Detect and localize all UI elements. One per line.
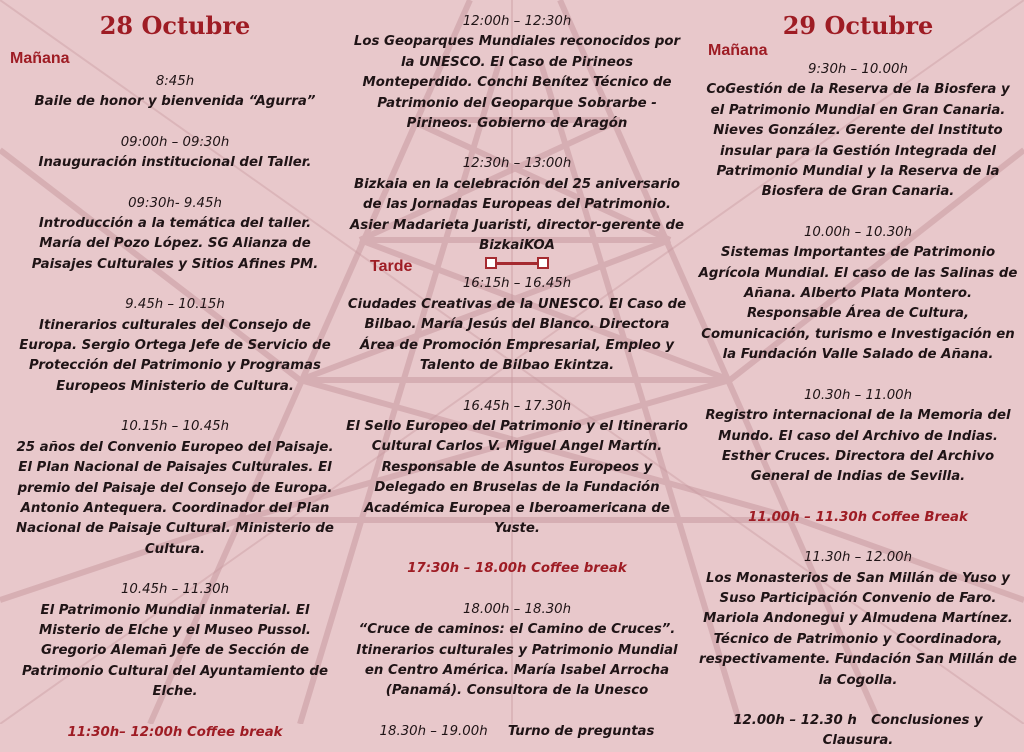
- schedule-item: [698, 711, 1018, 752]
- schedule-item: [10, 194, 340, 276]
- item-time: 16:15h – 16.45h: [462, 276, 572, 292]
- item-description: Conclusiones y Clausura.: [822, 712, 983, 749]
- day-one-afternoon-column: [346, 0, 688, 742]
- item-description: Los Monasterios de San Millán de Yuso y Suso Participación Convenio de Faro. Mariola Andonegui y Almudena Martínez. Técnico de Patrimonio y Coordinadora, respectivamente. Fundación San Millán de la Cogolla.: [699, 570, 1017, 688]
- item-time: 9:30h – 10.00h: [808, 62, 908, 77]
- schedule-item: [346, 274, 688, 376]
- item-time: 12:30h – 13:00h: [462, 156, 572, 172]
- item-time: 10.45h – 11.30h: [120, 582, 230, 598]
- day-one-morning-column: [10, 0, 340, 743]
- item-time: 10.15h – 10.45h: [120, 419, 230, 435]
- item-time: 10.00h – 10.30h: [803, 224, 913, 240]
- section-label: Mañana: [10, 50, 70, 67]
- section-label: Tarde: [370, 258, 413, 276]
- item-description: Registro internacional de la Memoria del Mundo. El caso del Archivo de Indias. Esther Cruces. Directora del Archivo General de Indias de Sevilla.: [705, 408, 1011, 485]
- item-time: 18.00h – 18.30h: [462, 601, 572, 617]
- schedule-item: [346, 722, 688, 742]
- schedule-item: [346, 154, 688, 256]
- item-time: 09:30h- 9.45h: [128, 195, 222, 211]
- divider-ornament: [485, 256, 549, 270]
- schedule-item: [698, 223, 1018, 366]
- item-time: 12:00h – 12:30h: [462, 14, 572, 29]
- schedule-item: [346, 12, 688, 134]
- section-label: Mañana: [708, 42, 768, 59]
- item-time: 18.30h – 19.00h: [379, 723, 488, 739]
- schedule-item: [10, 72, 340, 113]
- schedule-item: [10, 580, 340, 702]
- item-description: 25 años del Convenio Europeo del Paisaje. El Plan Nacional de Paisajes Culturales. El premio del Paisaje del Consejo de Europa. Antonio Antequera. Coordinador del Plan Nacional de Paisaje Cultural. Ministerio de Cultura.: [16, 439, 334, 557]
- schedule-item: [698, 548, 1018, 691]
- schedule-item: [698, 386, 1018, 488]
- schedule-item: [10, 417, 340, 560]
- day-heading: 28 Octubre: [99, 11, 251, 40]
- item-time: 09:00h – 09:30h: [120, 134, 230, 150]
- item-description: Ciudades Creativas de la UNESCO. El Caso de Bilbao. María Jesús del Blanco. Directora Área de Promoción Empresarial, Empleo y Talento de Bilbao Ekintza.: [347, 296, 687, 374]
- item-description: Turno de preguntas: [507, 723, 655, 739]
- coffee-break: 11.00h – 11.30h Coffee Break: [748, 509, 968, 525]
- item-time: 11.30h – 12.00h: [803, 550, 913, 566]
- schedule-item: [346, 600, 688, 702]
- day-heading: 29 Octubre: [782, 11, 934, 40]
- schedule-item: [10, 295, 340, 397]
- item-description: Inauguración institucional del Taller.: [38, 155, 312, 171]
- schedule-item: [698, 60, 1018, 203]
- item-description: “Cruce de caminos: el Camino de Cruces”. Itinerarios culturales y Patrimonio Mundial en Centro América. María Isabel Arrocha (Panamá). Consultora de la Unesco: [356, 622, 678, 699]
- day-two-column: [698, 0, 1018, 752]
- schedule-item: [10, 133, 340, 174]
- item-description: Bizkaia en la celebración del 25 aniversario de las Jornadas Europeas del Patrimonio. Asier Madarieta Juaristi, director-gerente de BizkaiKOA: [350, 176, 684, 254]
- item-description: Sistemas Importantes de Patrimonio Agrícola Mundial. El caso de las Salinas de Añana. Alberto Plata Montero. Responsable Área de Cultura, Comunicación, turismo e Investigación en la Fundación Valle Salado de Añana.: [698, 245, 1018, 363]
- item-description: Baile de honor y bienvenida “Agurra”: [34, 94, 316, 110]
- coffee-break: 17:30h – 18.00h Coffee break: [407, 561, 627, 577]
- item-description: Los Geoparques Mundiales reconocidos por la UNESCO. El Caso de Pirineos Monteperdido. Conchi Benítez Técnico de Patrimonio del Geoparque Sobrarbe -Pirineos. Gobierno de Aragón: [353, 34, 681, 132]
- item-time: 12.00h – 12.30 h: [733, 712, 857, 728]
- item-time: 9.45h – 10.15h: [125, 297, 225, 313]
- item-time: 8:45h: [155, 74, 195, 89]
- coffee-break: 11:30h– 12:00h Coffee break: [67, 724, 283, 740]
- item-description: CoGestión de la Reserva de la Biosfera y el Patrimonio Mundial en Gran Canaria. Nieves González. Gerente del Instituto insular para la Gestión Integrada del Patrimonio Mundial y la Reserva de la Biosfera de Gran Canaria.: [706, 82, 1010, 200]
- item-description: El Patrimonio Mundial inmaterial. El Misterio de Elche y el Museo Pussol. Gregorio Alemañ Jefe de Sección de Patrimonio Cultural del Ayuntamiento de Elche.: [22, 602, 328, 700]
- item-description: Itinerarios culturales del Consejo de Europa. Sergio Ortega Jefe de Servicio de Protección del Patrimonio y Programas Europeos Ministerio de Cultura.: [19, 317, 331, 394]
- item-time: 16.45h – 17.30h: [462, 398, 572, 414]
- item-description: El Sello Europeo del Patrimonio y el Itinerario Cultural Carlos V. Miguel Angel Martín. Responsable de Asuntos Europeos y Delegado en Bruselas de la Fundación Académica Europea e Iberoamericana de Yuste.: [346, 418, 688, 536]
- item-description: Introducción a la temática del taller. María del Pozo López. SG Alianza de Paisajes Culturales y Sitios Afines PM.: [31, 216, 319, 272]
- schedule-item: [346, 397, 688, 540]
- item-time: 10.30h – 11.00h: [803, 387, 913, 403]
